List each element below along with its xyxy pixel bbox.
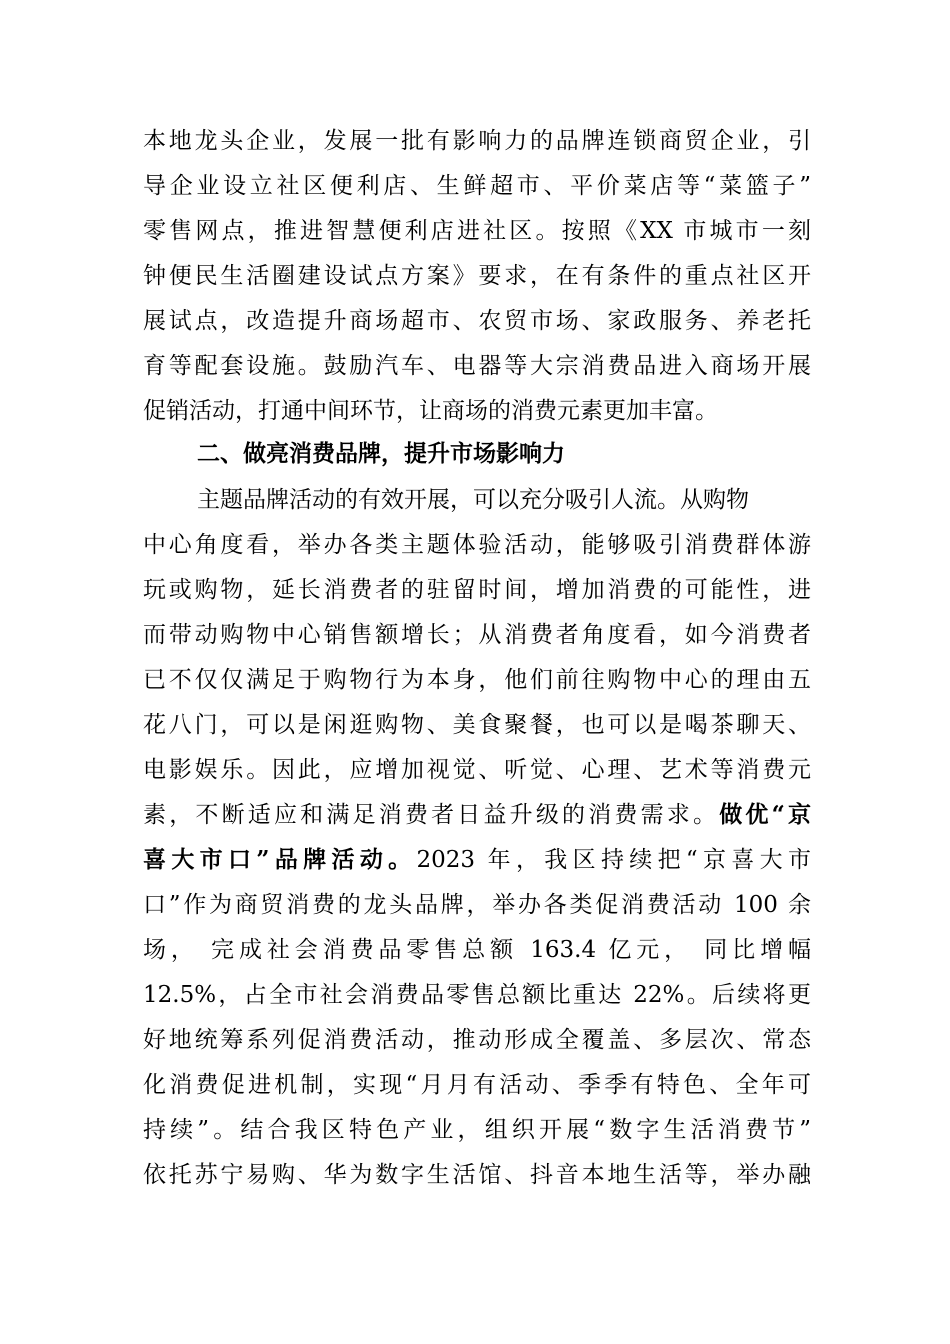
- paragraph-line: 玩或购物，延长消费者的驻留时间，增加消费的可能性，进: [143, 577, 811, 603]
- paragraph-text: 2023 年，我区持续把“京喜大市: [416, 847, 811, 873]
- paragraph-line: 展试点，改造提升商场超市、农贸市场、家政服务、养老托: [143, 308, 811, 334]
- paragraph-line: 导企业设立社区便利店、生鲜超市、平价菜店等“菜篮子”: [143, 173, 811, 199]
- paragraph-line: 本地龙头企业，发展一批有影响力的品牌连锁商贸企业，引: [143, 128, 811, 154]
- paragraph-line: 场， 完成社会消费品零售总额 163.4 亿元， 同比增幅: [143, 937, 811, 963]
- paragraph-line: 口”作为商贸消费的龙头品牌，举办各类促消费活动 100 余: [143, 892, 811, 918]
- paragraph-line: 而带动购物中心销售额增长；从消费者角度看，如今消费者: [143, 622, 811, 648]
- paragraph-line: 钟便民生活圈建设试点方案》要求，在有条件的重点社区开: [143, 263, 811, 289]
- paragraph-line: 中心角度看，举办各类主题体验活动，能够吸引消费群体游: [143, 532, 811, 558]
- paragraph-line: 促销活动，打通中间环节，让商场的消费元素更加丰富。: [143, 398, 718, 424]
- bold-lead-text: 喜大市口”品牌活动。: [143, 846, 417, 873]
- section-heading: 二、做亮消费品牌，提升市场影响力: [197, 441, 565, 467]
- paragraph-line: 化消费促进机制，实现“月月有活动、季季有特色、全年可: [143, 1072, 811, 1098]
- paragraph-line: 好地统筹系列促消费活动，推动形成全覆盖、多层次、常态: [143, 1027, 811, 1053]
- paragraph-line-mixed: [143, 800, 811, 830]
- paragraph-line: 育等配套设施。鼓励汽车、电器等大宗消费品进入商场开展: [143, 353, 811, 379]
- paragraph-line: 花八门，可以是闲逛购物、美食聚餐，也可以是喝茶聊天、: [143, 712, 811, 738]
- paragraph-line: 主题品牌活动的有效开展，可以充分吸引人流。从购物: [197, 487, 749, 513]
- paragraph-line: 已不仅仅满足于购物行为本身，他们前往购物中心的理由五: [143, 667, 811, 693]
- paragraph-line: 电影娱乐。因此，应增加视觉、听觉、心理、艺术等消费元: [143, 757, 811, 783]
- paragraph-line: 持续”。结合我区特色产业，组织开展“数字生活消费节”: [143, 1117, 811, 1143]
- paragraph-line: 12.5%，占全市社会消费品零售总额比重达 22%。后续将更: [143, 982, 811, 1008]
- paragraph-line: 零售网点，推进智慧便利店进社区。按照《XX 市城市一刻: [143, 218, 811, 244]
- bold-lead-text: 做优“京: [719, 801, 812, 828]
- paragraph-line-mixed: [143, 845, 811, 875]
- paragraph-text: 素，不断适应和满足消费者日益升级的消费需求。: [143, 802, 720, 828]
- paragraph-line: 依托苏宁易购、华为数字生活馆、抖音本地生活等，举办融: [143, 1162, 811, 1188]
